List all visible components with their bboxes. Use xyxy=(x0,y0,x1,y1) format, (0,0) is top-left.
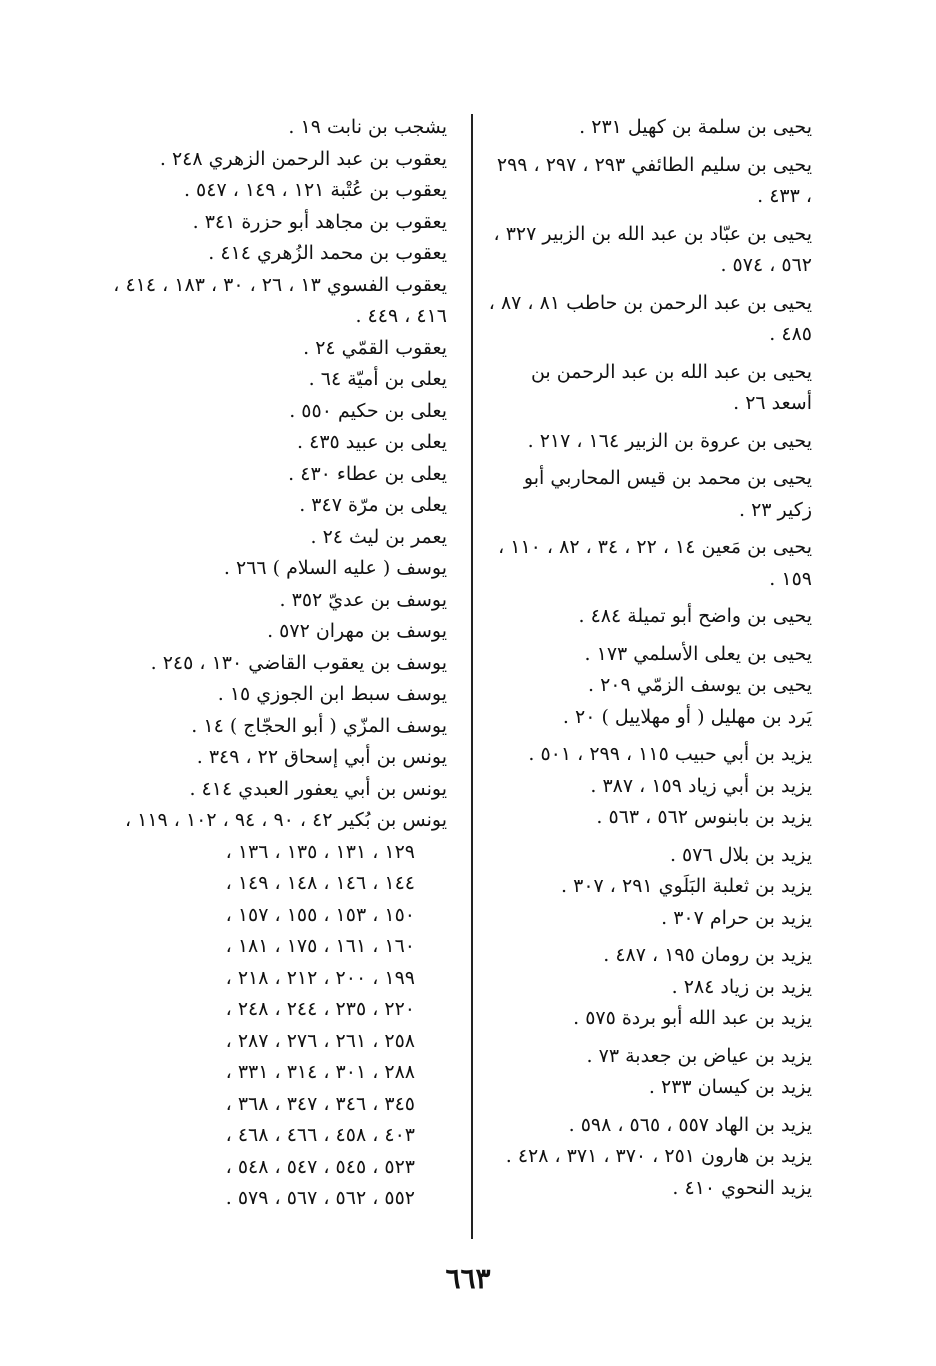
index-entry: يعقوب القمّي ٢٤ . xyxy=(303,336,447,359)
index-entry: يعقوب بن محمد الزُهري ٤١٤ . xyxy=(208,242,447,264)
index-entry-continuation: ١٢٩ ، ١٣١ ، ١٣٥ ، ١٣٦ ، xyxy=(225,840,415,863)
index-entry-continuation: ٣٤٥ ، ٣٤٦ ، ٣٤٧ ، ٣٦٨ ، xyxy=(225,1092,415,1115)
index-entry: يعقوب بن مجاهد أبو حزرة ٣٤١ . xyxy=(192,210,447,233)
yunus-bin-bukayr-entry xyxy=(97,805,447,1215)
index-entry-continuation: ١٤٤ ، ١٤٦ ، ١٤٨ ، ١٤٩ ، xyxy=(225,872,415,894)
index-entry: يحيى بن عبد الرحمن بن حاطب ٨١ ، ٨٧ ، ٤٨٥ . xyxy=(488,291,812,345)
index-entry: يوسف المزّي ( أبو الحجّاج ) ١٤ . xyxy=(191,714,447,737)
index-entry: يعقوب الفسوي ١٣ ، ٢٦ ، ٣٠ ، ١٨٣ ، ٤١٤ ، ٤١٦ ، ٤٤٩ . xyxy=(113,273,447,327)
index-entry-continuation: ٥٢٣ ، ٥٤٥ ، ٥٤٧ ، ٥٤٨ ، xyxy=(225,1155,415,1178)
index-entry-continuation: ١٦٠ ، ١٦١ ، ١٧٥ ، ١٨١ ، xyxy=(225,935,415,957)
index-entry: يزيد النحوي ٤١٠ . xyxy=(672,1176,812,1199)
index-entry: يعقوب بن عبد الرحمن الزهري ٢٤٨ . xyxy=(159,147,447,170)
index-entry: يحيى بن سلمة بن كهيل ٢٣١ . xyxy=(579,116,812,138)
index-column-left xyxy=(97,112,447,1215)
index-entry-head: يونس بن بُكير ٤٢ ، ٩٠ ، ٩٤ ، ١٠٢ ، ١١٩ ، xyxy=(124,809,447,831)
index-entry: يَرد بن مهليل ( أو مهلاييل ) ٢٠ . xyxy=(562,705,812,728)
index-entry: يحيى بن يوسف الزمّي ٢٠٩ . xyxy=(587,674,812,696)
index-entry-continuation: ١٥٠ ، ١٥٣ ، ١٥٥ ، ١٥٧ ، xyxy=(225,903,415,926)
index-entry-continuation: ٢٥٨ ، ٢٦١ ، ٢٧٦ ، ٢٨٧ ، xyxy=(225,1029,415,1052)
column-divider xyxy=(471,114,473,1239)
index-entry: يحيى بن عبد الله بن عبد الرحمن بن أسعد ٢٦ . xyxy=(530,360,812,414)
index-entry: يعمر بن ليث ٢٤ . xyxy=(310,525,447,548)
index-entry: يزيد بن عياض بن جعدبة ٧٣ . xyxy=(586,1044,812,1067)
index-entry: يوسف بن مهران ٥٧٢ . xyxy=(267,620,447,642)
index-entry: يعلى بن حكيم ٥٥٠ . xyxy=(289,399,447,422)
index-entry: يزيد بن هارون ٢٥١ ، ٣٧٠ ، ٣٧١ ، ٤٢٨ . xyxy=(505,1145,812,1167)
index-entry: يزيد بن عبد الله أبو بردة ٥٧٥ . xyxy=(573,1007,812,1029)
index-entry: يزيد بن أبي حبيب ١١٥ ، ٢٩٩ ، ٥٠١ . xyxy=(528,743,812,765)
index-entry: يحيى بن عروة بن الزبير ١٦٤ ، ٢١٧ . xyxy=(527,429,812,452)
index-entry: يعلى بن عطاء ٤٣٠ . xyxy=(288,462,447,485)
index-entry: يوسف سبط ابن الجوزي ١٥ . xyxy=(217,683,447,705)
index-entry-continuation: ١٩٩ ، ٢٠٠ ، ٢١٢ ، ٢١٨ ، xyxy=(225,966,415,989)
index-entry-continuation: ٢٨٨ ، ٣٠١ ، ٣١٤ ، ٣٣١ ، xyxy=(225,1061,415,1083)
index-entry: يونس بن أبي إسحاق ٢٢ ، ٣٤٩ . xyxy=(196,746,447,768)
index-entry: يزيد بن كيسان ٢٣٣ . xyxy=(648,1076,812,1098)
index-entry: يوسف بن عديّ ٣٥٢ . xyxy=(279,588,447,611)
index-entry: يعقوب بن عُتْبة ١٢١ ، ١٤٩ ، ٥٤٧ . xyxy=(183,179,447,201)
index-entry: يحيى بن محمد بن قيس المحاربي أبو زكير ٢٣ . xyxy=(523,467,812,521)
index-entry: يعلى بن مرّة ٣٤٧ . xyxy=(299,494,447,516)
index-entry: يزيد بن بلال ٥٧٦ . xyxy=(669,843,812,866)
index-entry: يزيد بن حرام ٣٠٧ . xyxy=(661,906,812,929)
page-number: ٦٦٣ xyxy=(445,1262,491,1295)
index-entry: يونس بن أبي يعفور العبدي ٤١٤ . xyxy=(189,777,447,800)
index-entry-continuation: ٥٥٢ ، ٥٦٢ ، ٥٦٧ ، ٥٧٩ . xyxy=(225,1187,415,1209)
index-entry-continuation: ٤٠٣ ، ٤٥٨ ، ٤٦٦ ، ٤٦٨ ، xyxy=(225,1124,415,1146)
index-entry: يحيى بن يعلى الأسلمي ١٧٣ . xyxy=(584,642,812,665)
index-entry: يحيى بن واضح أبو تميلة ٤٨٤ . xyxy=(578,605,812,627)
index-entry: يحيى بن سليم الطائفي ٢٩٣ ، ٢٩٧ ، ٢٩٩ ، ٤٣٣ . xyxy=(496,153,812,207)
index-entry: يزيد بن زياد ٢٨٤ . xyxy=(671,975,812,998)
index-entry: يحيى بن مَعين ١٤ ، ٢٢ ، ٣٤ ، ٨٢ ، ١١٠ ، ١٥٩ . xyxy=(498,536,812,590)
index-entry-continuation: ٢٢٠ ، ٢٣٥ ، ٢٤٤ ، ٢٤٨ ، xyxy=(225,998,415,1020)
index-entry: يحيى بن عبّاد بن عبد الله بن الزبير ٣٢٧ ، ٥٦٢ ، ٥٧٤ . xyxy=(493,222,812,276)
index-entry: يزيد بن ثعلبة البَلَوي ٢٩١ ، ٣٠٧ . xyxy=(561,875,812,897)
index-column-right xyxy=(487,112,812,1204)
index-entry: يزيد بن رومان ١٩٥ ، ٤٨٧ . xyxy=(603,944,812,966)
index-entry: يعلى بن عبيد ٤٣٥ . xyxy=(297,431,447,453)
index-entry: يزيد بن بابنوس ٥٦٢ ، ٥٦٣ . xyxy=(596,806,812,828)
index-entry: يوسف بن يعقوب القاضي ١٣٠ ، ٢٤٥ . xyxy=(150,651,447,674)
index-entry: يوسف ( عليه السلام ) ٢٦٦ . xyxy=(223,557,447,579)
index-entry: يزيد بن الهاد ٥٥٧ ، ٥٦٥ ، ٥٩٨ . xyxy=(568,1113,812,1136)
index-entry: يعلى بن أميّة ٦٤ . xyxy=(308,368,447,390)
index-entry: يزيد بن أبي زياد ١٥٩ ، ٣٨٧ . xyxy=(590,774,812,797)
index-entry: يشجب بن نابت ١٩ . xyxy=(288,116,447,138)
